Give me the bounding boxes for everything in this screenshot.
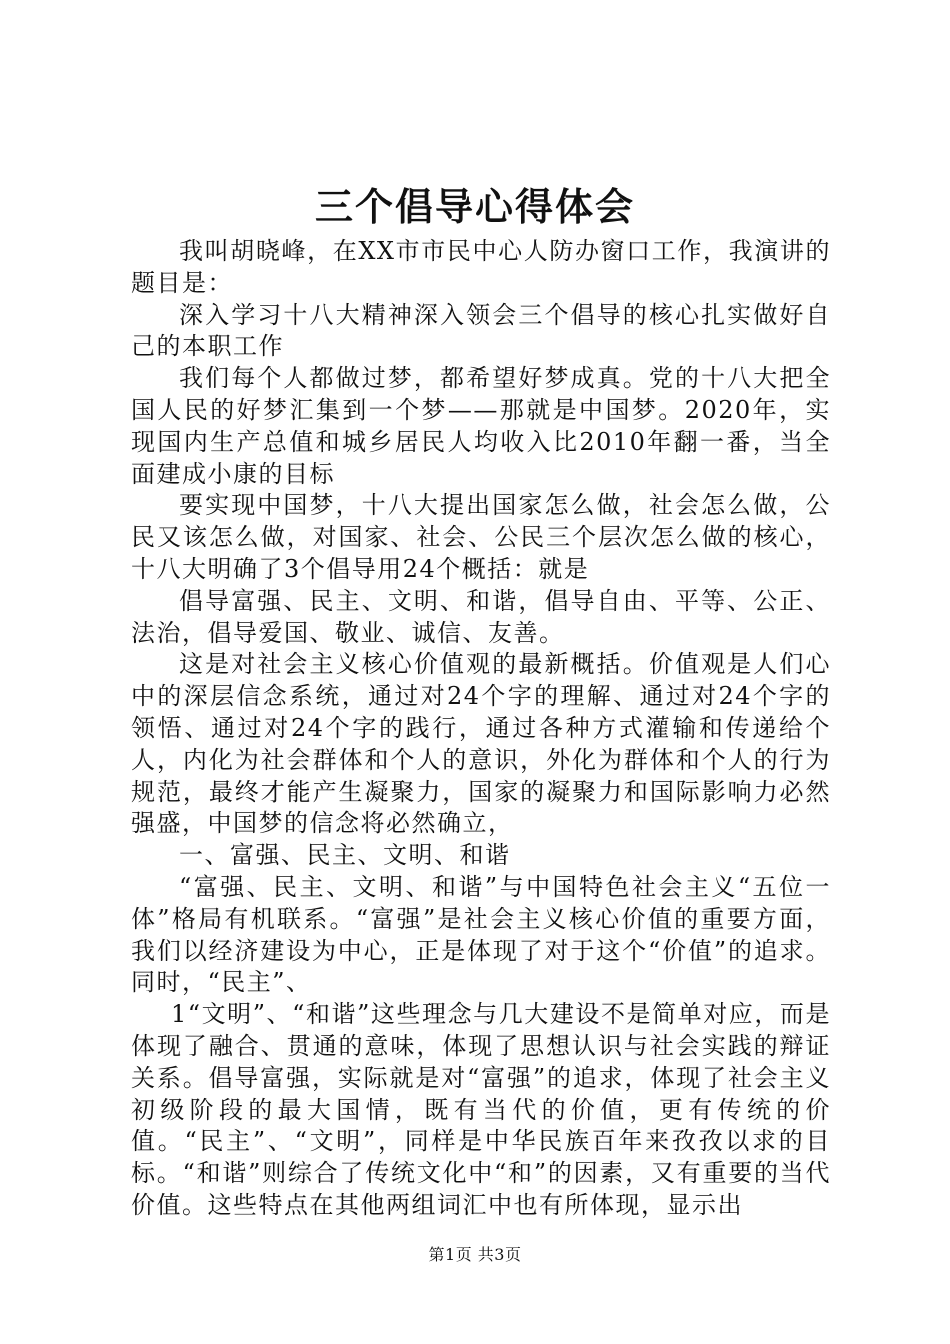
document-title: 三个倡导心得体会 bbox=[314, 184, 635, 229]
paragraph-civilization-harmony: 1“文明”、“和谐”这些理念与几大建设不是简单对应，而是体现了融合、贯通的意味，体现了思想认识与社会实践的辩证关系。倡导富强，实际就是对“富强”的追求，体现了社会主义初级阶段的最大国情，既有当代的价值，更有传统的价值。“民主”、“文明”，同样是中华民族百年来孜孜以求的目标。“和谐”则综合了传统文化中“和”的因素，又有重要的当代价值。这些特点在其他两组词汇中也有所体现，显示出 bbox=[131, 1000, 831, 1219]
document-body bbox=[131, 236, 831, 1222]
paragraph-core-values-list: 倡导富强、民主、文明、和谐，倡导自由、平等、公正、法治，倡导爱国、敬业、诚信、友善。 bbox=[131, 586, 831, 647]
paragraph-intro: 我叫胡晓峰，在XX市市民中心人防办窗口工作，我演讲的题目是： bbox=[131, 237, 831, 297]
page-footer: 第1页 共3页 bbox=[428, 1245, 522, 1264]
paragraph-five-in-one: “富强、民主、文明、和谐”与中国特色社会主义“五位一体”格局有机联系。“富强”是社会主义核心价值的重要方面，我们以经济建设为中心，正是体现了对于这个“价值”的追求。同时，“民主”、 bbox=[131, 872, 831, 997]
paragraph-values-summary: 这是对社会主义核心价值观的最新概括。价值观是人们心中的深层信念系统，通过对24个字的理解、通过对24个字的领悟、通过对24个字的践行，通过各种方式灌输和传递给个人，内化为社会群体和个人的意识，外化为群体和个人的行为规范，最终才能产生凝聚力，国家的凝聚力和国际影响力必然强盛，中国梦的信念将必然确立， bbox=[131, 650, 831, 838]
paragraph-chinese-dream: 我们每个人都做过梦，都希望好梦成真。党的十八大把全国人民的好梦汇集到一个梦——那就是中国梦。2020年，实现国内生产总值和城乡居民人均收入比2010年翻一番，当全面建成小康的目标 bbox=[131, 364, 831, 488]
paragraph-speech-topic: 深入学习十八大精神深入领会三个倡导的核心扎实做好自己的本职工作 bbox=[131, 300, 831, 361]
section-heading-one: 一、富强、民主、文明、和谐 bbox=[179, 841, 511, 870]
paragraph-three-advocacies: 要实现中国梦，十八大提出国家怎么做，社会怎么做，公民又该怎么做，对国家、社会、公民三个层次怎么做的核心，十八大明确了3个倡导用24个概括：就是 bbox=[131, 491, 831, 583]
